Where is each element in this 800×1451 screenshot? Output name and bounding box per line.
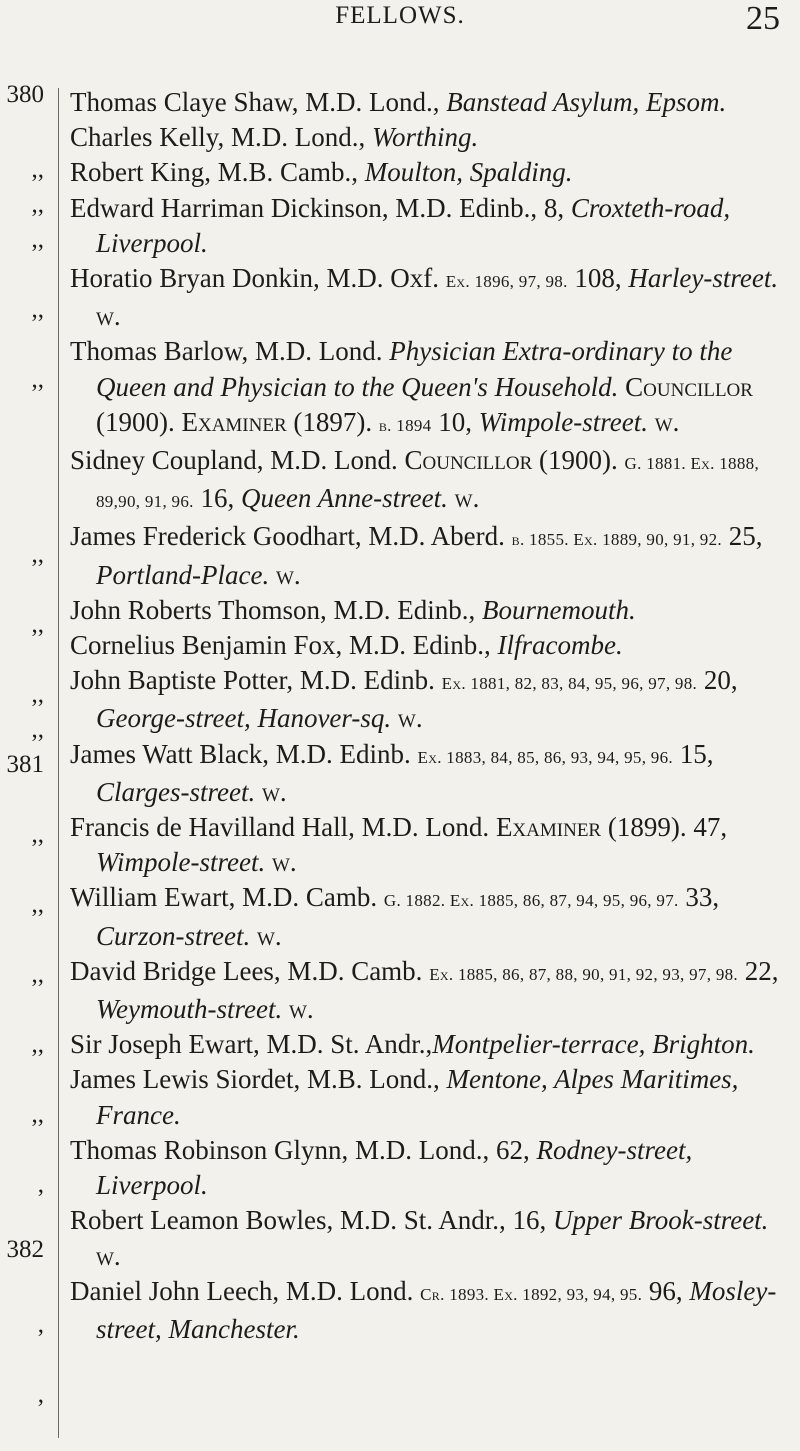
ditto-mark: , [37,1381,44,1408]
ditto-mark: ,, [31,541,44,568]
page-header [0,0,800,50]
list-item: Thomas Barlow, M.D. Lond. Physician Extra-ordinary to the Queen and Physician to the Queen's Household. Councillor (1900). Examiner (1897). b. 1894 10, Wimpole-street. w. [70,336,753,437]
list-item: Daniel John Leech, M.D. Lond. Cr. 1893. Ex. 1892, 93, 94, 95. 96, Mosley-street, Manchester. [70,1275,777,1344]
ditto-mark: ,, [31,961,44,988]
year-mark: 380 [6,81,44,108]
ditto-mark: ,, [31,821,44,848]
list-item: Thomas Claye Shaw, M.D. Lond., Banstead Asylum, Epsom. [70,87,727,117]
ditto-mark: ,, [31,296,44,323]
list-item: James Frederick Goodhart, M.D. Aberd. b. 1855. Ex. 1889, 90, 91, 92. 25, Portland-Place. w. [70,521,763,590]
ditto-mark: , [37,1171,44,1198]
ditto-mark: , [37,1311,44,1338]
ditto-mark: ,, [31,681,44,708]
list-item: Sidney Coupland, M.D. Lond. Councillor (1900). G. 1881. Ex. 1888, 89,90, 91, 96. 16, Queen Anne-street. w. [70,445,759,514]
year-mark: 381 [6,751,44,778]
list-item: Robert King, M.B. Camb., Moulton, Spalding. [70,157,573,188]
running-title: FELLOWS. [335,2,465,29]
list-item: John Baptiste Potter, M.D. Edinb. Ex. 1881, 82, 83, 84, 95, 96, 97, 98. 20, George-street, Hanover-sq. w. [70,665,738,734]
list-item: David Bridge Lees, M.D. Camb. Ex. 1885, 86, 87, 88, 90, 91, 92, 93, 97, 98. 22, Weymouth-street. w. [70,955,779,1025]
ditto-mark: ,, [31,226,44,253]
list-item: Francis de Havilland Hall, M.D. Lond. Examiner (1899). 47, Wimpole-street. w. [70,812,728,878]
list-item: Edward Harriman Dickinson, M.D. Edinb., 8, Croxteth-road, Liverpool. [70,192,731,258]
list-item: John Roberts Thomson, M.D. Edinb., Bournemouth. [70,594,636,625]
list-item: Cornelius Benjamin Fox, M.D. Edinb., Ilfracombe. [70,630,623,661]
ditto-mark: ,, [31,1101,44,1128]
fellows-list [70,85,782,1347]
ditto-mark: ,, [31,716,44,743]
year-mark: 382 [6,1236,44,1263]
margin-gutter [0,81,55,1424]
ditto-mark: ,, [31,611,44,638]
list-item: Robert Leamon Bowles, M.D. St. Andr., 16, Upper Brook-street. w. [70,1205,769,1271]
ditto-mark: ,, [31,1031,44,1058]
page-number: 25 [746,0,780,37]
list-item: Sir Joseph Ewart, M.D. St. Andr.,Montpelier-terrace, Brighton. [70,1029,755,1060]
ditto-mark: ,, [31,191,44,218]
list-item: James Watt Black, M.D. Edinb. Ex. 1883, 84, 85, 86, 93, 94, 95, 96. 15, Clarges-street. w. [70,738,714,807]
list-item: Charles Kelly, M.D. Lond., Worthing. [70,122,479,153]
list-item: Horatio Bryan Donkin, M.D. Oxf. Ex. 1896, 97, 98. 108, Harley-street. w. [70,263,779,332]
margin-rule [58,88,59,1438]
ditto-mark: ,, [31,156,44,183]
ditto-mark: ,, [31,891,44,918]
list-item: William Ewart, M.D. Camb. G. 1882. Ex. 1885, 86, 87, 94, 95, 96, 97. 33, Curzon-street. w. [70,882,720,951]
ditto-mark: ,, [31,366,44,393]
list-item: James Lewis Siordet, M.B. Lond., Mentone, Alpes Maritimes, France. [70,1064,739,1130]
list-item: Thomas Robinson Glynn, M.D. Lond., 62, Rodney-street, Liverpool. [70,1134,693,1201]
